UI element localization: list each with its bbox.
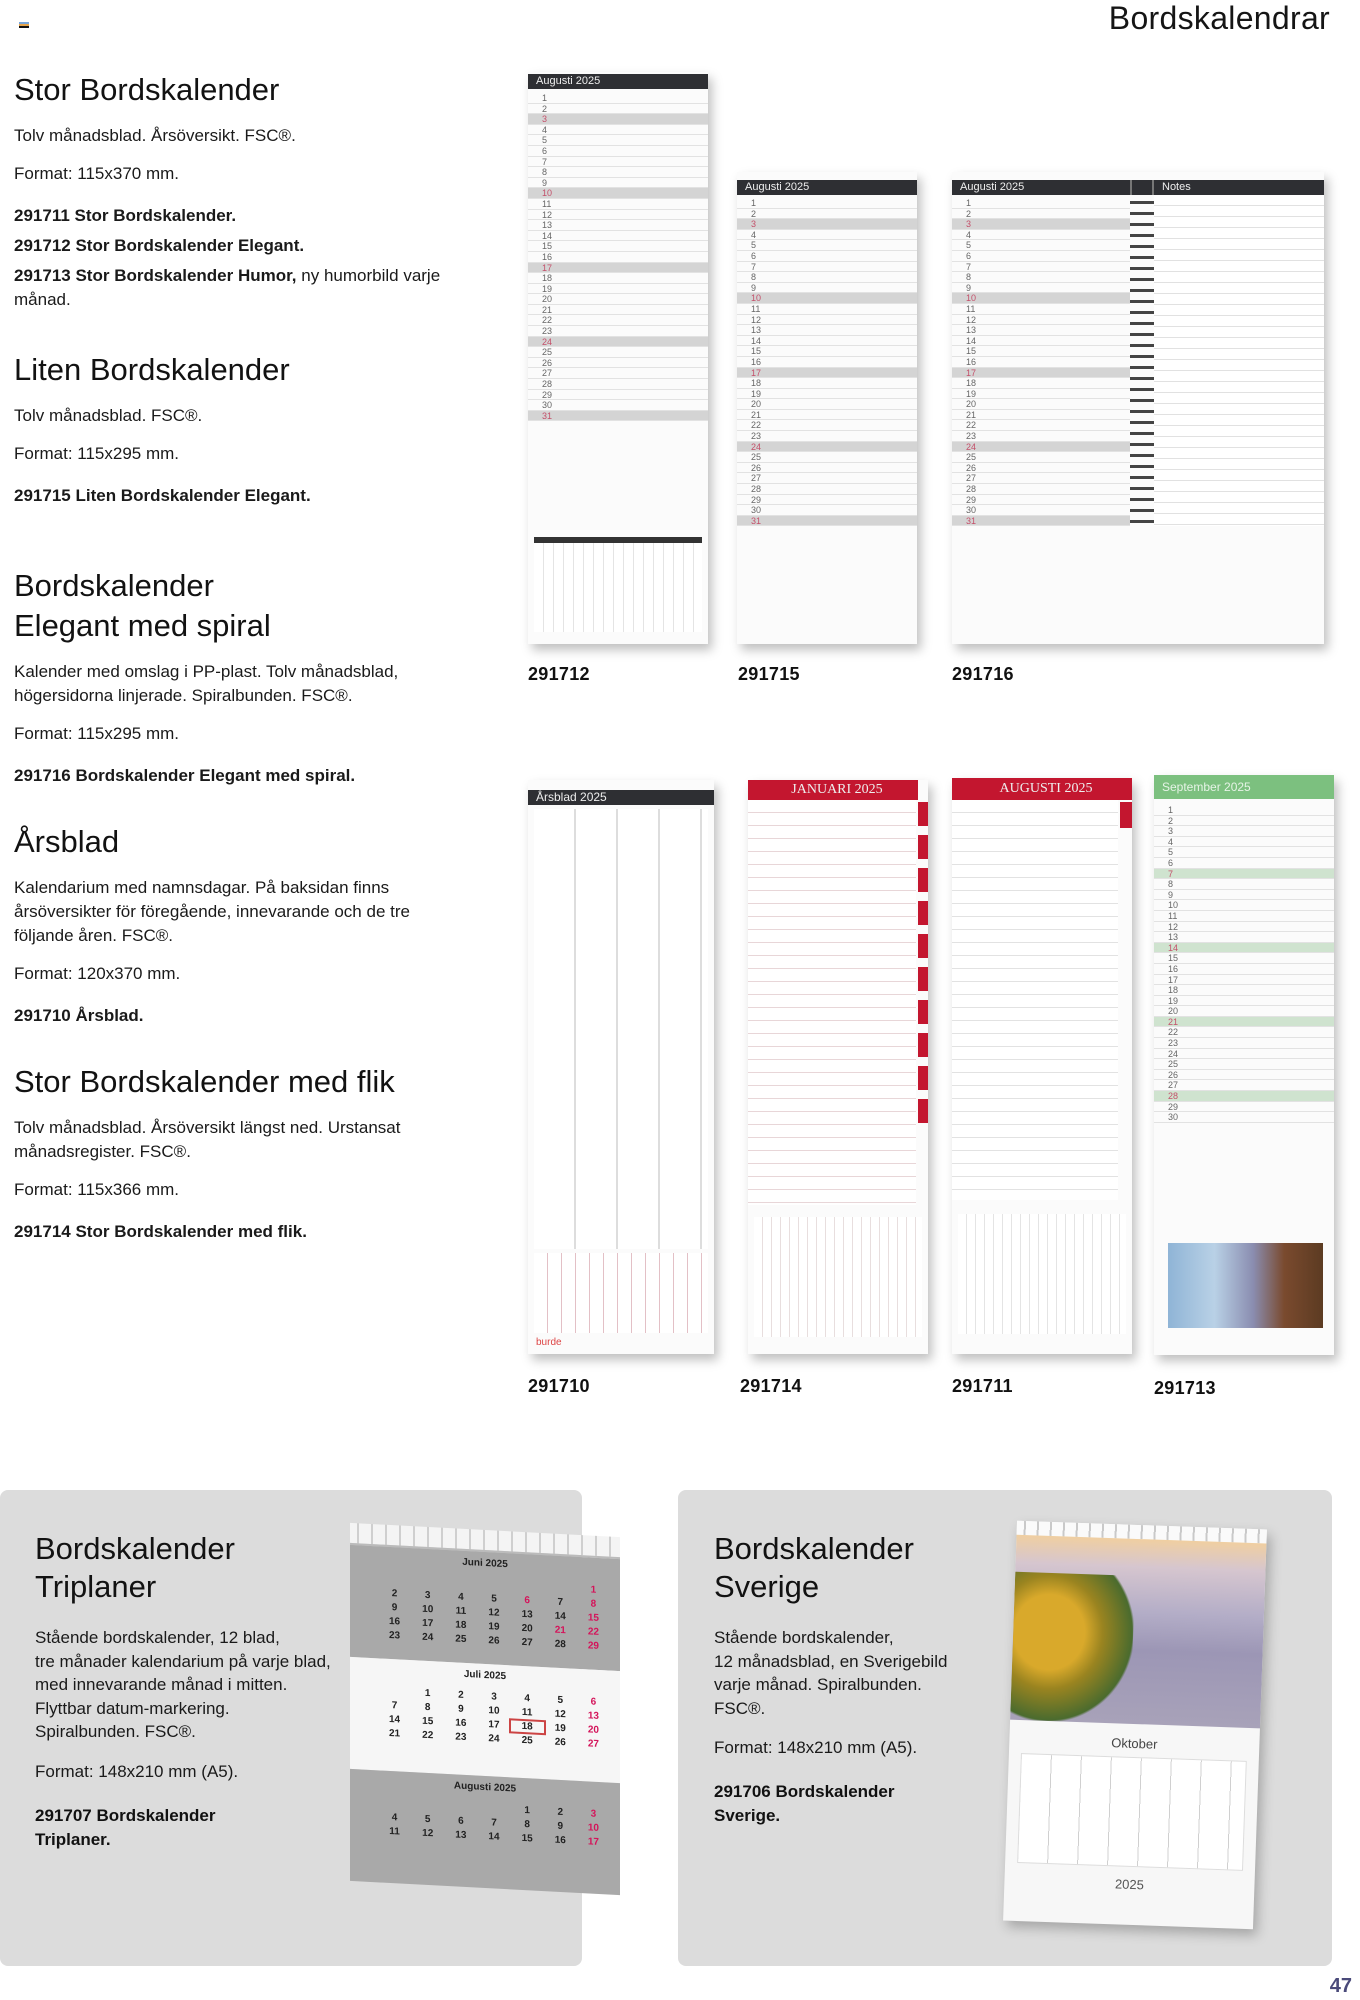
day-rows xyxy=(952,800,1118,1200)
humor-cartoon-image xyxy=(1168,1243,1323,1328)
landscape-photo xyxy=(1010,1535,1266,1729)
product-line: 291713 Stor Bordskalender Humor, ny humorbild varje månad. xyxy=(14,266,441,309)
year-overview-grid xyxy=(958,1214,1126,1334)
section-elegant-med-spiral xyxy=(14,566,474,794)
product-line: 291716 Bordskalender Elegant med spiral. xyxy=(14,766,356,785)
section-description: Tolv månadsblad. Årsöversikt. FSC®. xyxy=(14,126,296,145)
calendar-month-header: AUGUSTI 2025 xyxy=(952,778,1132,800)
section-description: Tolv månadsblad. FSC®. xyxy=(14,406,203,425)
product-line: 291712 Stor Bordskalender Elegant. xyxy=(14,236,305,255)
calendar-grid xyxy=(1017,1753,1247,1871)
month-tab xyxy=(1120,802,1132,828)
product-image-291712: Augusti 2025 1 2 3 4 5 6 7 8 9 10 11 12 13 14 15 16 17 18 19 20 21 22 23 24 25 26 27 28 29 30 31 xyxy=(528,72,708,644)
section-title: Stor Bordskalender xyxy=(14,72,280,107)
spiral-rings xyxy=(1130,195,1154,526)
product-code-label: 291715 xyxy=(738,664,800,684)
calendar-year: 2025 xyxy=(1114,1876,1145,1893)
year-overview-grid xyxy=(534,537,702,632)
section-format: Format: 115x366 mm. xyxy=(14,1180,180,1199)
section-title: Liten Bordskalender xyxy=(14,352,290,387)
calendar-month-header: Augusti 2025 xyxy=(952,180,1130,195)
panel-title: Bordskalender Sverige xyxy=(714,1531,914,1604)
spiral-binding xyxy=(1130,180,1154,195)
product-image-291713: September 2025 1 2 3 4 5 6 7 8 9 10 11 12 13 14 15 16 17 18 19 20 21 22 23 24 25 26 27 28 29 30 xyxy=(1154,775,1334,1355)
panel-format: Format: 148x210 mm (A5). xyxy=(714,1738,918,1757)
product-code-label: 291712 xyxy=(528,664,590,684)
notes-lines xyxy=(1154,195,1324,526)
panel-title: Bordskalender Triplaner xyxy=(35,1531,235,1604)
section-description: Kalendarium med namnsdagar. På baksidan finns årsöversikter för föregående, innevarande och de tre följande åren. FSC®. xyxy=(14,878,410,945)
calendar-month-block: Augusti 2025 1 2 3 4 5 6 7 8 9 10 11 12 13 14 15 16 17 xyxy=(350,1769,620,1895)
product-line: 291715 Liten Bordskalender Elegant. xyxy=(14,486,311,505)
product-image-291707 xyxy=(350,1523,620,1897)
catalog-logo-icon xyxy=(19,22,29,30)
calendar-month-block-current: Juli 2025 1 2 3 4 5 6 7 8 9 10 11 12 13 14 15 16 17 18 19 20 21 22 23 24 25 26 27 xyxy=(350,1657,620,1783)
product-image-291711 xyxy=(952,778,1132,1354)
calendar-month-header: Augusti 2025 xyxy=(528,74,708,89)
calendar-year-header: Årsblad 2025 xyxy=(528,790,714,805)
product-image-291716: Augusti 2025 Notes 1 2 3 4 5 6 7 8 9 10 11 12 13 14 15 16 17 18 19 20 21 22 23 24 25 26 27 28 29 30 31 xyxy=(952,172,1324,644)
brand-logo: burde xyxy=(536,1337,562,1348)
month-register-tabs xyxy=(918,802,928,1132)
product-code-label: 291713 xyxy=(1154,1378,1216,1398)
product-code-label: 291710 xyxy=(528,1376,590,1396)
section-format: Format: 115x295 mm. xyxy=(14,724,180,743)
product-image-291706 xyxy=(1003,1521,1267,1929)
page-number: 47 xyxy=(1329,1975,1352,1997)
product-image-291710 xyxy=(528,780,714,1354)
year-overview-grid xyxy=(754,1217,922,1337)
section-format: Format: 115x295 mm. xyxy=(14,444,180,463)
section-format: Format: 120x370 mm. xyxy=(14,964,181,983)
section-liten-bordskalender xyxy=(14,350,474,514)
section-description: Kalender med omslag i PP-plast. Tolv månadsblad, högersidorna linjerade. Spiralbunden. FSC®. xyxy=(14,662,399,705)
notes-header: Notes xyxy=(1154,180,1324,195)
section-format: Format: 115x370 mm. xyxy=(14,164,180,183)
section-stor-bordskalender-med-flik xyxy=(14,1062,474,1250)
product-code-label: 291716 xyxy=(952,664,1014,684)
panel-description: Stående bordskalender, 12 blad, tre månader kalendarium på varje blad, med innevarande månad i mitten. Flyttbar datum-markering. Spiralbunden. FSC®. xyxy=(35,1628,331,1741)
section-title: Årsblad xyxy=(14,824,120,859)
section-title: Bordskalender Elegant med spiral xyxy=(14,568,271,643)
year-listing xyxy=(534,809,708,1249)
panel-product-code: 291706 Bordskalender Sverige. xyxy=(714,1782,895,1825)
section-title: Stor Bordskalender med flik xyxy=(14,1064,395,1099)
section-stor-bordskalender xyxy=(14,70,474,318)
product-line: 291710 Årsblad. xyxy=(14,1006,144,1025)
calendar-month-title: Oktober xyxy=(1110,1735,1158,1752)
year-overview-grid xyxy=(534,1253,708,1333)
product-code-label: 291711 xyxy=(952,1376,1013,1396)
day-rows xyxy=(748,800,916,1205)
panel-format: Format: 148x210 mm (A5). xyxy=(35,1762,239,1781)
section-arsblad xyxy=(14,822,474,1034)
product-line: 291711 Stor Bordskalender. xyxy=(14,206,237,225)
product-code-label: 291714 xyxy=(740,1376,802,1396)
calendar-month-block: Juni 2025 1 2 3 4 5 6 7 8 9 10 11 12 13 14 15 16 17 18 19 20 21 22 23 24 25 26 27 28 29 xyxy=(350,1545,620,1671)
section-description: Tolv månadsblad. Årsöversikt längst ned. Urstansat månadsregister. FSC®. xyxy=(14,1118,401,1161)
calendar-month-header: September 2025 xyxy=(1154,775,1334,799)
panel-product-code: 291707 Bordskalender Triplaner. xyxy=(35,1806,216,1849)
calendar-month-header: JANUARI 2025 xyxy=(748,780,918,800)
page-title: Bordskalendrar xyxy=(1108,0,1330,36)
panel-description: Stående bordskalender, 12 månadsblad, en Sverigebild varje månad. Spiralbunden. FSC®. xyxy=(714,1628,948,1718)
product-image-291715: Augusti 2025 1 2 3 4 5 6 7 8 9 10 11 12 13 14 15 16 17 18 19 20 21 22 23 24 25 26 27 28 29 30 31 xyxy=(737,172,917,644)
product-line: 291714 Stor Bordskalender med flik. xyxy=(14,1222,307,1241)
product-image-291714 xyxy=(748,780,928,1354)
calendar-month-header: Augusti 2025 xyxy=(737,180,917,195)
